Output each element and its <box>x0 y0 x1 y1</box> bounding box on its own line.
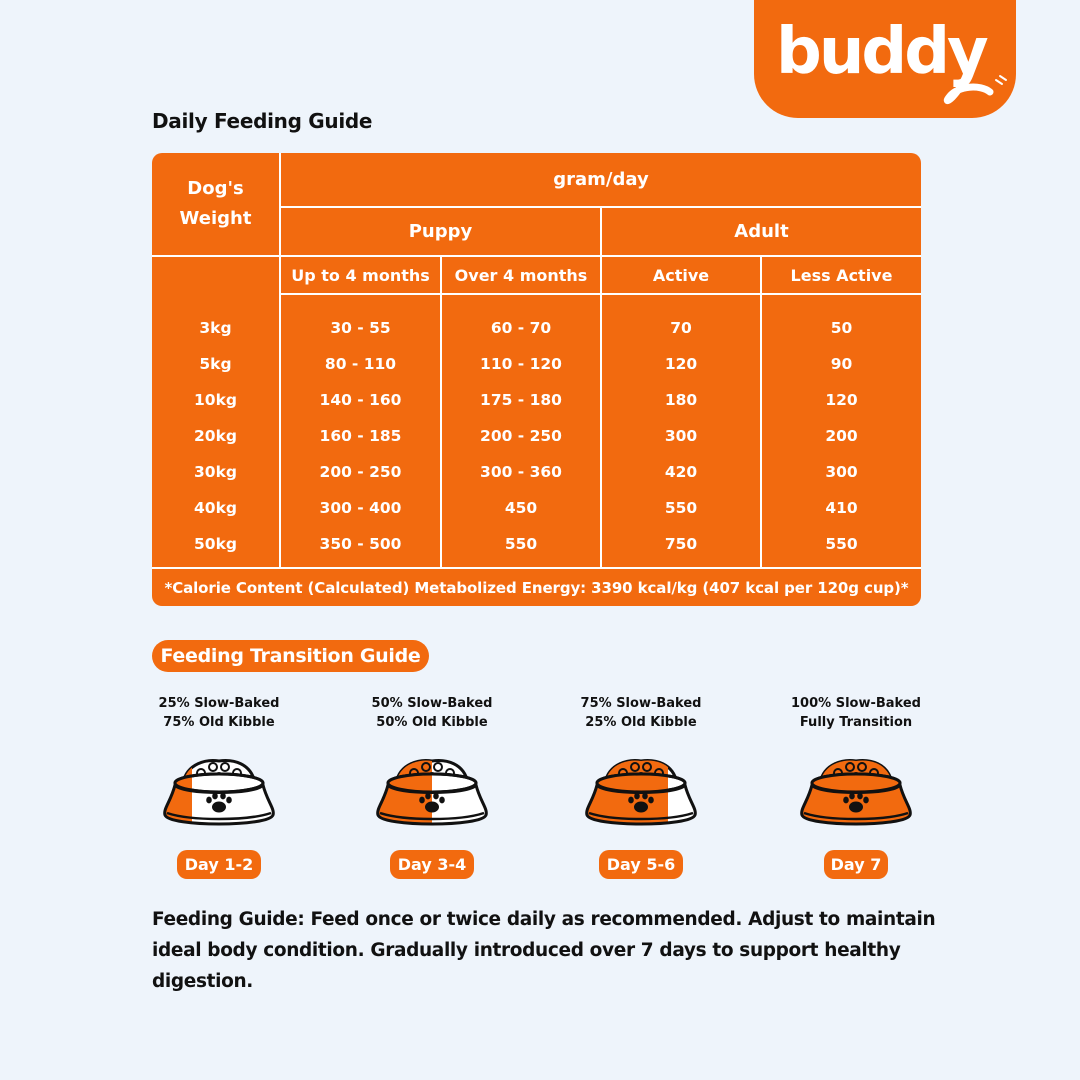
cell-up-to-4-months: 160 - 185 <box>319 427 402 445</box>
puppy-header: Puppy <box>408 221 473 242</box>
dog-bowl-paw-icon <box>583 755 699 831</box>
cell-active: 750 <box>664 535 698 553</box>
weight-header-line2: Weight <box>179 208 252 229</box>
cell-active: 120 <box>664 355 698 373</box>
step-caption-line1: 75% Slow-Baked <box>580 696 702 711</box>
cell-active: 180 <box>664 391 698 409</box>
cell-active: 420 <box>664 463 698 481</box>
cell-less-active: 550 <box>825 535 858 553</box>
cell-weight: 5kg <box>199 355 232 373</box>
cell-weight: 50kg <box>194 535 237 553</box>
step-caption-line1: 25% Slow-Baked <box>158 696 280 711</box>
cell-less-active: 200 <box>825 427 858 445</box>
day-badge: Day 1-2 <box>177 850 261 879</box>
cell-over-4-months: 110 - 120 <box>480 355 562 373</box>
cell-over-4-months: 450 <box>504 499 538 517</box>
cell-weight: 3kg <box>199 319 232 337</box>
dog-bowl-paw-icon <box>374 755 490 831</box>
cell-less-active: 50 <box>830 319 853 337</box>
step-caption-line2: 50% Old Kibble <box>376 715 488 730</box>
cell-up-to-4-months: 300 - 400 <box>319 499 402 517</box>
step-caption-line2: Fully Transition <box>799 715 913 730</box>
buddy-logo <box>754 0 1016 118</box>
cell-over-4-months: 300 - 360 <box>480 463 562 481</box>
cell-less-active: 120 <box>825 391 858 409</box>
step-caption <box>129 694 309 732</box>
step-caption-line2: 25% Old Kibble <box>585 715 697 730</box>
logo-wordmark: buddy <box>776 15 986 89</box>
step-caption <box>551 694 731 732</box>
cell-weight: 20kg <box>194 427 237 445</box>
col-header-over-4-months: Over 4 months <box>454 265 588 285</box>
day-badge: Day 3-4 <box>390 850 474 879</box>
page-title: Daily Feeding Guide <box>152 109 373 133</box>
col-header-less-active: Less Active <box>790 265 893 285</box>
cell-up-to-4-months: 140 - 160 <box>319 391 402 409</box>
step-caption-line1: 50% Slow-Baked <box>371 696 493 711</box>
dog-bowl-paw-icon <box>161 755 277 831</box>
cell-less-active: 300 <box>825 463 858 481</box>
feeding-guide-note: Feeding Guide: Feed once or twice daily as recommended. Adjust to maintain ideal body condition. Gradually introduced over 7 days to support healthy digestion. <box>152 909 936 992</box>
cell-up-to-4-months: 30 - 55 <box>330 319 391 337</box>
cell-less-active: 90 <box>830 355 853 373</box>
cell-active: 70 <box>670 319 692 337</box>
cell-over-4-months: 550 <box>504 535 538 553</box>
cell-up-to-4-months: 80 - 110 <box>324 355 397 373</box>
step-caption <box>766 694 946 732</box>
cell-over-4-months: 60 - 70 <box>490 319 552 337</box>
step-caption-line2: 75% Old Kibble <box>163 715 275 730</box>
cell-up-to-4-months: 350 - 500 <box>319 535 402 553</box>
cell-active: 300 <box>664 427 698 445</box>
cell-less-active: 410 <box>825 499 858 517</box>
logo-tail-icon <box>754 0 1016 118</box>
adult-header: Adult <box>734 221 789 242</box>
transition-guide-title: Feeding Transition Guide <box>152 640 429 672</box>
col-header-up-to-4-months: Up to 4 months <box>291 265 430 285</box>
day-badge: Day 7 <box>824 850 888 879</box>
dog-bowl-paw-icon <box>798 755 914 831</box>
feeding-table <box>152 153 921 606</box>
cell-weight: 10kg <box>194 391 237 409</box>
step-caption <box>342 694 522 732</box>
step-caption-line1: 100% Slow-Baked <box>791 696 921 711</box>
cell-weight: 30kg <box>194 463 237 481</box>
unit-header: gram/day <box>553 168 649 190</box>
cell-active: 550 <box>664 499 698 517</box>
weight-header <box>152 153 279 255</box>
cell-over-4-months: 175 - 180 <box>480 391 562 409</box>
weight-header-line1: Dog's <box>187 178 244 199</box>
calorie-footnote: *Calorie Content (Calculated) Metabolized Energy: 3390 kcal/kg (407 kcal per 120g cup)* <box>164 578 909 597</box>
col-header-active: Active <box>652 265 710 285</box>
cell-over-4-months: 200 - 250 <box>480 427 562 445</box>
cell-weight: 40kg <box>194 499 237 517</box>
cell-up-to-4-months: 200 - 250 <box>319 463 402 481</box>
day-badge: Day 5-6 <box>599 850 683 879</box>
